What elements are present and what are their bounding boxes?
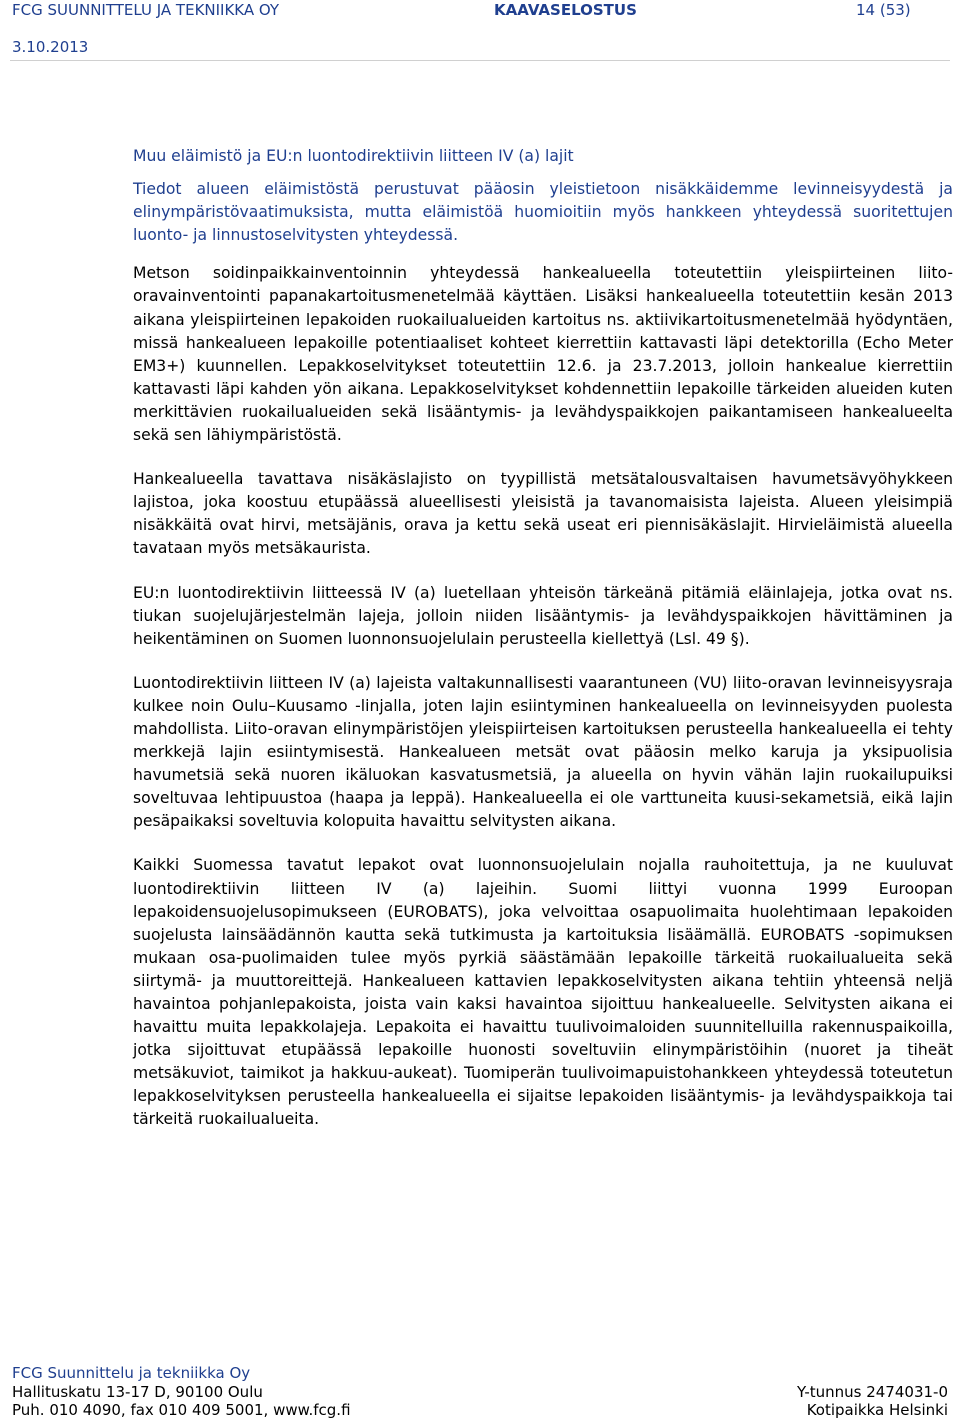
header-date: 3.10.2013: [12, 38, 89, 56]
footer-address: Hallituskatu 13-17 D, 90100 Oulu: [12, 1382, 263, 1401]
footer-domicile: Kotipaikka Helsinki: [806, 1401, 948, 1419]
body-paragraph: Luontodirektiivin liitteen IV (a) lajeista valtakunnallisesti vaarantuneen (VU) liito-oravan levinneisyysraja kulkee noin Oulu–Kuusamo -linjalla, joten lajin esiintyminen hankealueella on levinneisyyden puolesta mahdollista. Liito-oravan elinympäristöjen yleispiirteisen kartoituksen perusteella hankealueella ei tehty merkkejä lajin esiintymisestä. Hankealueen metsät ovat pääosin melko karuja ja yksipuolisia havumetsiä sekä nuoren ikäluokan kasvatusmetsiä, ja alueella on hyvin vähän lajin ruokailupuiksi soveltuvaa lehtipuustoa (haapa ja leppä). Hankealueella ei ole varttuneita kuusi-sekametsiä, eikä lajin pesäpaikaksi soveltuvia kolopuita havaittu selvitysten aikana.: [133, 673, 953, 831]
header-divider: [10, 60, 950, 61]
header-company: FCG SUUNNITTELU JA TEKNIIKKA OY: [12, 1, 280, 19]
body-paragraph: EU:n luontodirektiivin liitteessä IV (a) luetellaan yhteisön tärkeänä pitämiä eläinlajeja, jotka ovat ns. tiukan suojelujärjestelmän lajeja, jolloin niiden lisääntymis- ja levähdyspaikkojen hävittäminen ja heikentäminen on Suomen luonnonsuojelulain perusteella kiellettyä (Lsl. 49 §).: [133, 583, 953, 648]
footer-business-id: Y-tunnus 2474031-0: [796, 1382, 948, 1401]
page-footer: [12, 1364, 948, 1420]
footer-row: [12, 1401, 948, 1420]
body-paragraph: Kaikki Suomessa tavatut lepakot ovat luonnonsuojelulain nojalla rauhoitettuja, ja ne kuuluvat luontodirektiivin liitteen IV (a) lajeihin. Suomi liittyi vuonna 1999 Euroopan lepakoidensuojelusopimukseen (EUROBATS), joka velvoittaa osapuolimaita huolehtimaan lepakoiden suojelusta lainsäädännön kautta sekä tutkimusta ja kartoituksia lisäämällä. EUROBATS -sopimuksen mukaan osa-puolimaiden tulee myös pyrkiä säästämään lepakoille tärkeitä ruokailualueita sekä siirtymä- ja muuttoreittejä. Hankealueen kattavien lepakkoselvitysten aikana tehtiin yhteensä neljä havaintoa pohjanlepakoista, joista vain kaksi havaintoa sijoittuu hankealueelle. Selvitysten aikana ei havaittu muita lepakkolajeja. Lepakoita ei havaittu tuulivoimaloiden suunnitelluilla rakennuspaikoilla, jotka sijoittuvat etupäässä lepakoille huonosti soveltuviin elinympäristöihin (nuoret ja tiheät metsäkuviot, taimikot ja hakkuu-aukeat). Tuomiperän tuulivoimapuistohankkeen yhteydessä toteutetun lepakkoselvityksen perusteella hankealueella ei sijaitse lepakoiden lisääntymis- ja levähdyspaikkoja tai tärkeitä ruokailualueita.: [133, 856, 953, 1129]
footer-row: [12, 1383, 948, 1402]
header-document-title: KAAVASELOSTUS: [494, 1, 637, 19]
page-header: [0, 0, 960, 60]
body-paragraph: Hankealueella tavattava nisäkäslajisto on tyypillistä metsätalousvaltaisen havumetsävyöhykkeen lajistoa, joka koostuu etupäässä alueellisesti yleisistä ja tavanomaisista lajeista. Alueen yleisimpiä nisäkkäitä ovat hirvi, metsäjänis, orava ja kettu sekä useat eri piennisäkäslajit. Hirvieläimistä alueella tavataan myös metsäkaurista.: [133, 470, 953, 558]
main-content: [133, 145, 953, 1153]
header-page-number: 14 (53): [856, 1, 911, 19]
footer-company: FCG Suunnittelu ja tekniikka Oy: [12, 1364, 251, 1382]
section-heading: Muu eläimistö ja EU:n luontodirektiivin liitteen IV (a) lajit: [133, 147, 574, 165]
lead-paragraph: Tiedot alueen eläimistöstä perustuvat pääosin yleistietoon nisäkkäidemme levinneisyydestä ja elinympäristövaatimuksista, mutta eläimistöä huomioitiin myös hankkeen yhteydessä suoritettujen luonto- ja linnustoselvitysten yhteydessä.: [133, 180, 953, 245]
body-paragraph: Metson soidinpaikkainventoinnin yhteydessä hankealueella toteutettiin yleispiirteinen liito-oravainventointi papanakartoitusmenetelmää käyttäen. Lisäksi hankealueella toteutettiin kesän 2013 aikana yleispiirteinen lepakoiden ruokailualueiden kartoitus ns. aktiivikartoitusmenetelmää hyödyntäen, missä hankealueen lepakoille potentiaaliset kohteet kierrettiin kattavasti läpi detektorilla (Echo Meter EM3+) kuunnellen. Lepakkoselvitykset toteutettiin 12.6. ja 23.7.2013, jolloin hankealue kierrettiin kattavasti läpi kahden yön aikana. Lepakkoselvitykset kohdennettiin lepakoille tärkeiden alueiden kuten merkittävien ruokailualueiden sekä lisääntymis- ja levähdyspaikkojen paikantamiseen hankealueelta sekä sen lähiympäristöstä.: [133, 264, 953, 445]
footer-contact: Puh. 010 4090, fax 010 409 5001, www.fcg.fi: [12, 1401, 351, 1419]
